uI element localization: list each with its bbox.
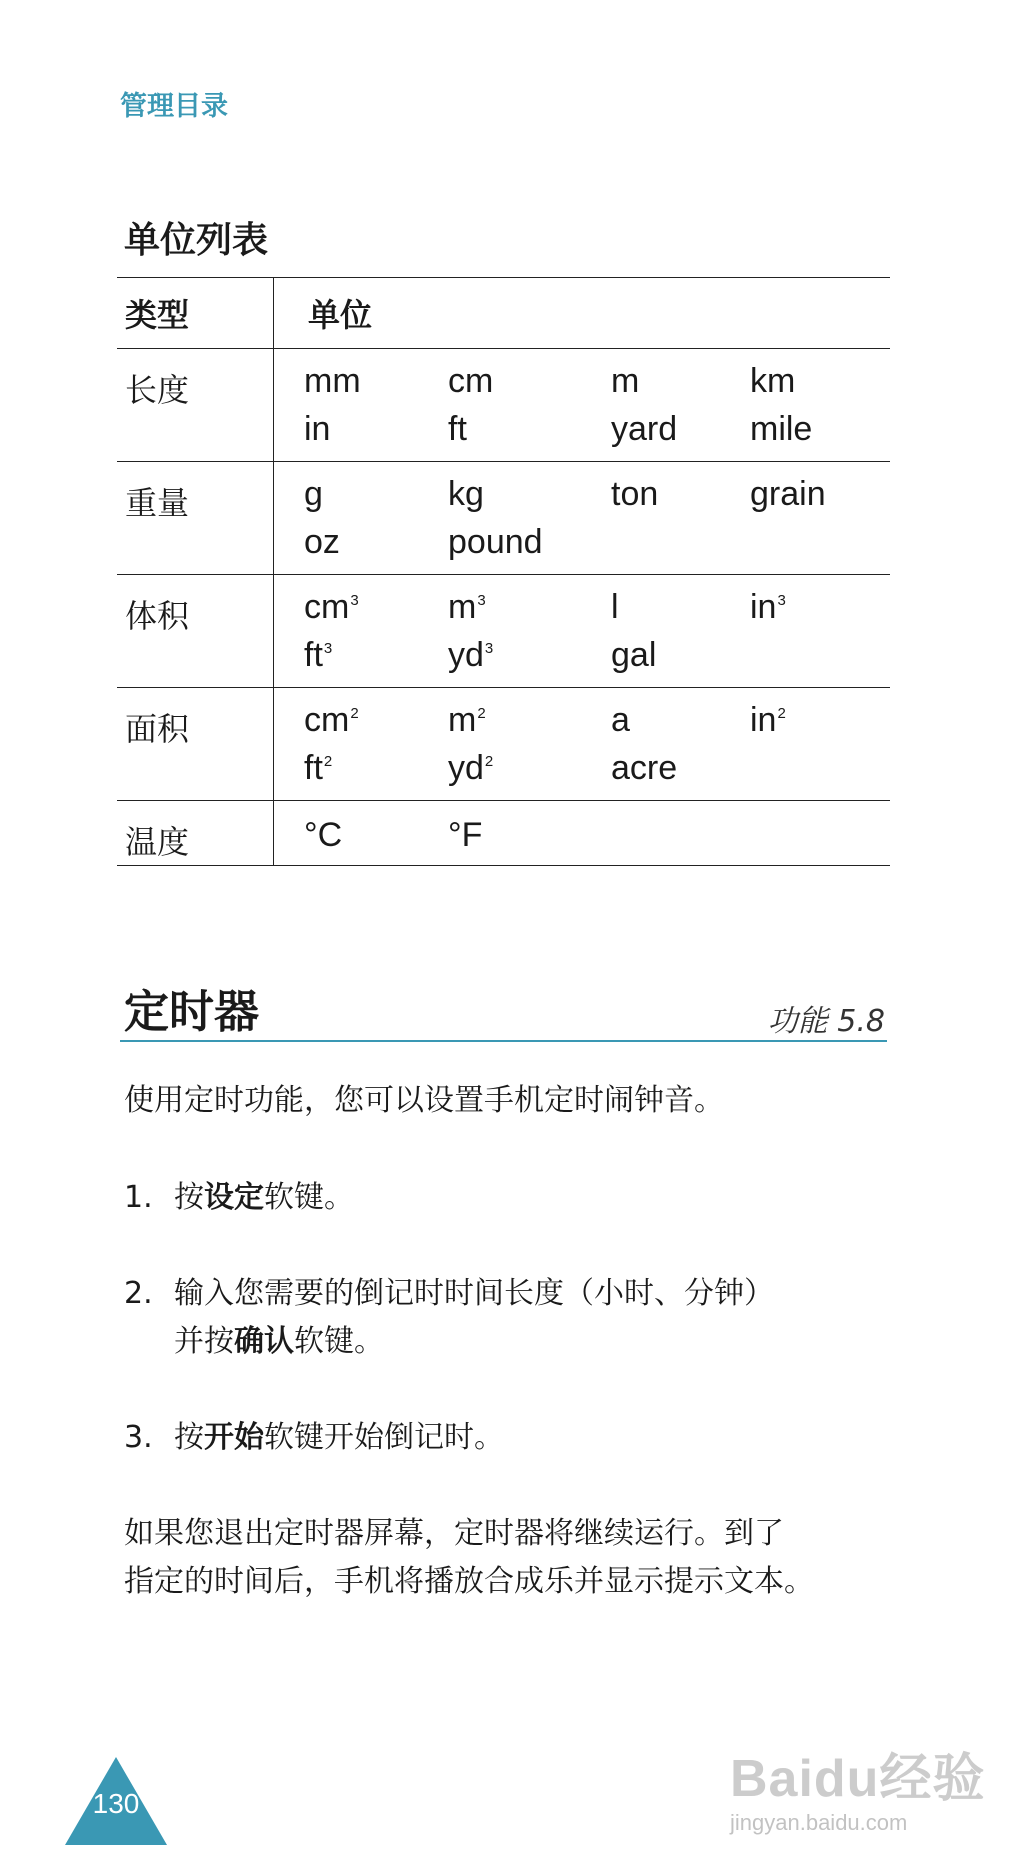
note-line: 如果您退出定时器屏幕，定时器将继续运行。到了 (124, 1516, 784, 1551)
unit-item (448, 635, 611, 675)
step-number: 3. (124, 1420, 153, 1455)
unit-item (750, 361, 890, 401)
unit-grid (304, 361, 890, 449)
watermark-logo: Baidu经验 (730, 1750, 986, 1808)
unit-item (611, 748, 750, 788)
step-text: 软键开始倒记时。 (264, 1420, 504, 1455)
step-3 (124, 1414, 504, 1462)
step-number: 2. (124, 1276, 153, 1311)
unit-item (611, 700, 750, 740)
unit-symbol: cm (304, 701, 350, 739)
unit-item (448, 748, 611, 788)
unit-item (750, 815, 890, 855)
units-table (117, 277, 890, 866)
unit-symbol: yd (448, 636, 484, 674)
unit-symbol: m (611, 362, 640, 400)
step-2 (124, 1270, 774, 1366)
unit-symbol: m (448, 701, 477, 739)
unit-item (448, 361, 611, 401)
unit-list (274, 349, 891, 462)
unit-item (448, 409, 611, 449)
unit-symbol: cm (448, 362, 494, 400)
unit-item (750, 522, 890, 562)
unit-symbol: in (304, 410, 331, 448)
unit-row (117, 688, 890, 801)
unit-symbol: in (750, 701, 777, 739)
unit-symbol: km (750, 362, 796, 400)
unit-item (611, 587, 750, 627)
step-text: 软键。 (294, 1324, 384, 1359)
unit-item (304, 409, 448, 449)
unit-exponent: 3 (777, 592, 786, 609)
unit-symbol: ton (611, 475, 659, 513)
unit-symbol: yd (448, 749, 484, 787)
unit-exponent: 2 (484, 753, 494, 770)
unit-exponent: 2 (323, 753, 333, 770)
unit-grid (304, 587, 890, 675)
unit-symbol: kg (448, 475, 484, 513)
unit-symbol: l (611, 588, 619, 626)
unit-symbol: g (304, 475, 323, 513)
unit-grid (304, 815, 890, 855)
page-number: 130 (92, 1788, 140, 1819)
unit-list (274, 462, 891, 575)
step-text: 按 (174, 1180, 204, 1215)
unit-symbol: mile (750, 410, 813, 448)
unit-item (304, 700, 448, 740)
timer-note (124, 1510, 904, 1606)
softkey-label: 确认 (234, 1324, 294, 1359)
unit-symbol: in (750, 588, 777, 626)
unit-list (274, 575, 891, 688)
note-line: 指定的时间后，手机将播放合成乐并显示提示文本。 (124, 1564, 814, 1599)
step-text: 输入您需要的倒记时时间长度（小时、分钟） (174, 1276, 774, 1311)
unit-item (750, 474, 890, 514)
unit-exponent: 2 (350, 705, 359, 722)
unit-item (304, 635, 448, 675)
step-text: 并按 (174, 1324, 234, 1359)
unit-item (448, 587, 611, 627)
unit-item (750, 635, 890, 675)
timer-section-title: 定时器 (124, 985, 260, 1038)
unit-symbol: gal (611, 636, 657, 674)
unit-item (750, 748, 890, 788)
unit-item (448, 700, 611, 740)
unit-symbol: cm (304, 588, 350, 626)
feature-reference: 功能 5.8 (767, 1004, 885, 1039)
unit-list (274, 688, 891, 801)
unit-row (117, 801, 890, 866)
unit-item (611, 635, 750, 675)
unit-exponent: 3 (350, 592, 359, 609)
softkey-label: 设定 (204, 1180, 264, 1215)
unit-item (611, 361, 750, 401)
unit-row (117, 462, 890, 575)
running-header: 管理目录 (120, 91, 228, 122)
units-section-title: 单位列表 (124, 220, 269, 261)
unit-item (611, 815, 750, 855)
unit-symbol: mm (304, 362, 361, 400)
unit-item (448, 815, 611, 855)
section-divider (120, 1040, 887, 1042)
watermark-url: jingyan.baidu.com (730, 1810, 908, 1835)
unit-item (448, 474, 611, 514)
step-text: 软键。 (264, 1180, 354, 1215)
step-text: 按 (174, 1420, 204, 1455)
unit-grid (304, 474, 890, 562)
unit-type: 体积 (117, 575, 274, 688)
unit-symbol: ft (304, 749, 323, 787)
unit-item (304, 748, 448, 788)
column-header-type: 类型 (117, 278, 274, 349)
unit-grid (304, 700, 890, 788)
unit-item (448, 522, 611, 562)
unit-exponent: 3 (484, 640, 494, 657)
unit-item (304, 522, 448, 562)
timer-intro: 使用定时功能，您可以设置手机定时闹钟音。 (124, 1083, 724, 1118)
step-1 (124, 1174, 354, 1222)
unit-symbol: °F (448, 816, 483, 854)
unit-symbol: oz (304, 523, 340, 561)
unit-symbol: ft (304, 636, 323, 674)
unit-symbol: acre (611, 749, 678, 787)
unit-symbol: °C (304, 816, 343, 854)
softkey-label: 开始 (204, 1420, 264, 1455)
unit-exponent: 2 (477, 705, 486, 722)
unit-list (274, 801, 891, 866)
unit-exponent: 3 (477, 592, 486, 609)
unit-type: 面积 (117, 688, 274, 801)
unit-symbol: ft (448, 410, 467, 448)
unit-exponent: 3 (323, 640, 333, 657)
unit-type: 重量 (117, 462, 274, 575)
unit-item (304, 815, 448, 855)
unit-item (611, 409, 750, 449)
unit-symbol: yard (611, 410, 678, 448)
unit-row (117, 349, 890, 462)
unit-symbol: pound (448, 523, 543, 561)
unit-exponent: 2 (777, 705, 786, 722)
step-number: 1. (124, 1180, 153, 1215)
unit-item (750, 700, 890, 740)
unit-item (304, 587, 448, 627)
column-header-unit: 单位 (274, 278, 891, 349)
unit-type: 温度 (117, 801, 274, 866)
unit-item (304, 361, 448, 401)
unit-item (611, 522, 750, 562)
unit-row (117, 575, 890, 688)
unit-item (611, 474, 750, 514)
unit-symbol: a (611, 701, 630, 739)
unit-type: 长度 (117, 349, 274, 462)
unit-item (750, 409, 890, 449)
unit-symbol: m (448, 588, 477, 626)
unit-symbol: grain (750, 475, 826, 513)
unit-item (750, 587, 890, 627)
unit-item (304, 474, 448, 514)
